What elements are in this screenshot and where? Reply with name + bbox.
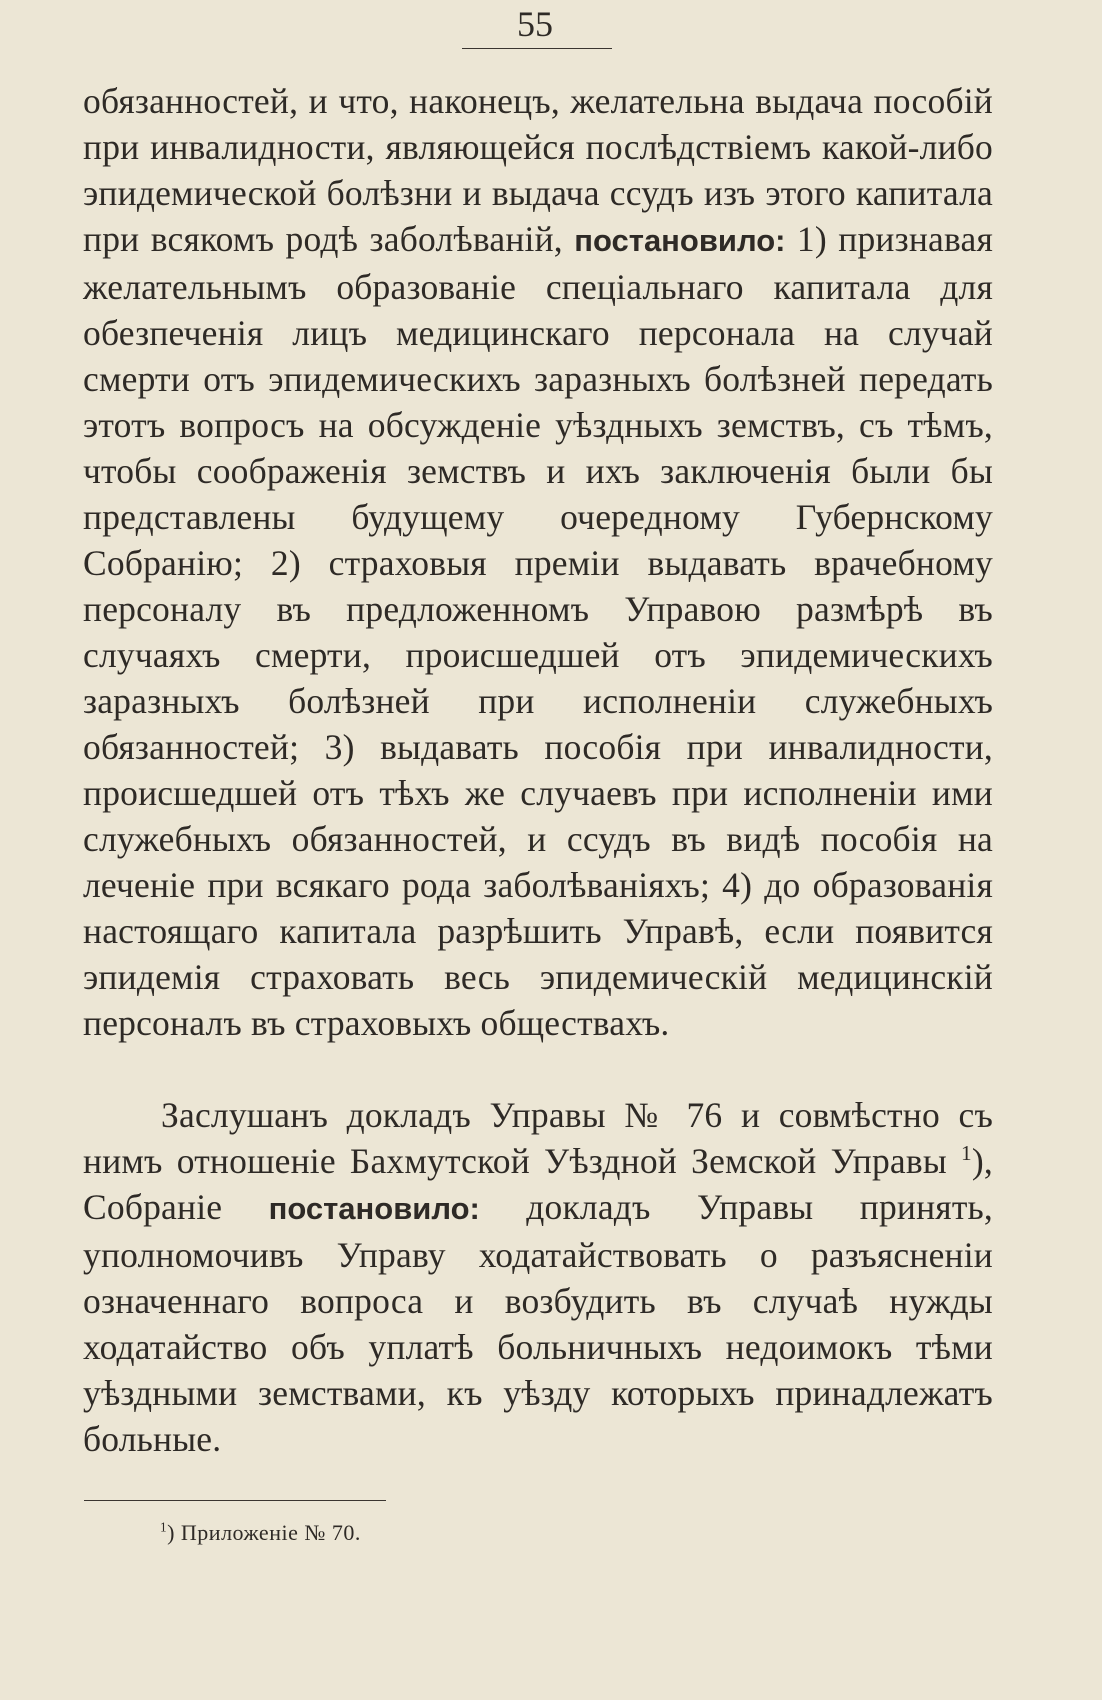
- footnote-rule: [84, 1500, 386, 1501]
- page-number-rule: [462, 48, 612, 49]
- paragraph-1: [83, 78, 993, 1046]
- paragraph-2: [83, 1092, 993, 1462]
- footnote-reference: 1: [961, 1141, 972, 1166]
- footnote-text: Приложеніе № 70.: [180, 1520, 361, 1545]
- paragraph-1-part-1: обязанностей, и что, наконецъ, желательна выдача пособій при инвалидности, являющейся послѣдствіемъ какой-либо эпидемической болѣзни и выдача ссудъ изъ этого капитала при всякомъ родѣ заболѣваній,: [83, 81, 993, 259]
- body-text: [83, 78, 993, 1462]
- footnote-marker-suffix: ): [167, 1520, 175, 1545]
- paragraph-2-bold-resolution: постановило:: [268, 1191, 480, 1226]
- paragraph-1-part-2: 1) признавая желательнымъ образованіе спеціальнаго капитала для обезпеченія лицъ медицинскаго персонала на случай смерти отъ эпидемическихъ заразныхъ болѣзней передать этотъ вопросъ на обсужденіе уѣздныхъ земствъ, съ тѣмъ, чтобы соображенія земствъ и ихъ заключенія были бы представлены будущему очередному Губернскому Собранію; 2) страховыя преміи выдавать врачебному персоналу въ предложенномъ Управою размѣрѣ въ случаяхъ смерти, происшедшей отъ эпидемическихъ заразныхъ болѣзней при исполненіи служебныхъ обязанностей; 3) выдавать пособія при инвалидности, происшедшей отъ тѣхъ же случаевъ при исполненіи ими служебныхъ обязанностей, и ссудъ въ видѣ пособія на леченіе при всякаго рода заболѣваніяхъ; 4) до образованія настоящаго капитала разрѣшить Управѣ, если появится эпидемія страховать весь эпидемическій медицинскій персоналъ въ страховыхъ обществахъ.: [83, 219, 993, 1043]
- paragraph-2-part-2: ), Собраніе: [83, 1141, 993, 1227]
- page-number: 55: [517, 4, 553, 44]
- paragraph-1-bold-resolution: постановило:: [574, 223, 786, 258]
- footnote-marker: 1: [160, 1519, 168, 1535]
- paragraph-2-part-3: докладъ Управы принять, уполномочивъ Управу ходатайствовать о разъясненіи означеннаго вопроса и возбудить въ случаѣ нужды ходатайство объ уплатѣ больничныхъ недоимокъ тѣми уѣздными земствами, къ уѣзду которыхъ принадлежатъ больные.: [83, 1187, 993, 1459]
- paragraph-2-part-1: Заслушанъ докладъ Управы № 76 и совмѣстно съ нимъ отношеніе Бахмутской Уѣздной Земской Управы: [83, 1095, 993, 1181]
- footnote: [160, 1518, 361, 1548]
